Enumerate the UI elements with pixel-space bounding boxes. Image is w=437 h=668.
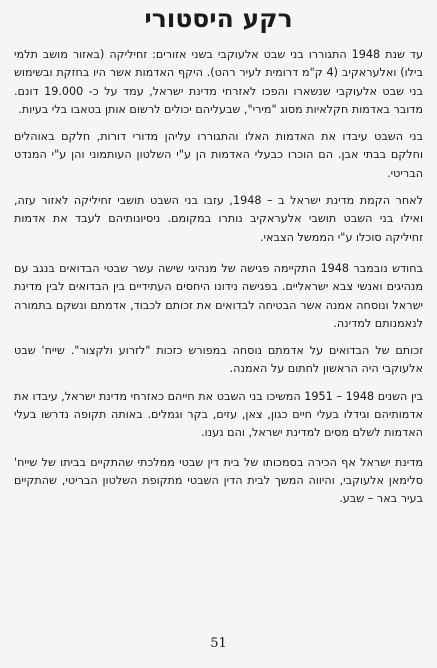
paragraph-5: זכותם של הבדואים על אדמתם נוסחה במפורש כזכות "לזרוע ולקצור". שייח' שבט אלעוקבי היה הראשון לחתום על האמנה. [14, 344, 423, 376]
paragraph-7: מדינת ישראל אף הכירה בסמכותו של בית דין שבטי ממלכתי שהתקיים בביתו של שייח' סלימאן אלעוקבי, והיווה המשך לבית הדין השבטי מתקופת השלטון הבריטי, שהתקיים בעיר באר – שבע. [14, 455, 423, 506]
paragraph-6: בין השנים 1948 – 1951 המשיכו בני השבט את חייהם כאזרחי מדינת ישראל, עיבדו את אדמותיהם וגידלו בעלי חיים כגון, צאן, עזים, בקר וגמלים. באותה תקופה נדרשו בעלי האדמות לשלם מסים למדינת ישראל, והם נענו. [14, 389, 423, 440]
paragraph-4: בחודש נובמבר 1948 התקיימה פגישה של מנהיגי שישה עשר שבטי הבדואים בנגב עם מנהיגים ואנשי צבא ישראליים. בפגישה נידונו היחסים העתידיים בין הבדואים לבין מדינת ישראל ונוסחה אמנה אשר הבטיחה לבדואים את זכותם לכבוד, אדמתם ונשקם בתמורה לנאמנותם למדינה. [14, 261, 423, 330]
paragraph-3: לאחר הקמת מדינת ישראל ב – 1948, עזבו בני השבט תושבי זחיליקה לאזור עזה, ואילו בני השבט תושבי אלעראקיב נותרו במקומם. ניסיונותיהם לעבד את אדמות זחיליקה סוכלו ע"י הממשל הצבאי. [14, 194, 423, 244]
page-number: 51 [210, 636, 227, 651]
paragraph-2: בני השבט עיבדו את האדמות האלו והתגוררו עליהן מדורי דורות, חלקם באוהלים וחלקם בבתי אבן. הם הוכרו כבעלי האדמות הן ע"י השלטון העותמוני והן ע"י המנדט הבריטי. [14, 130, 423, 180]
paragraph-1: עד שנת 1948 התגוררו בני שבט אלעוקבי בשני אזורים: זחיליקה (באזור מושב תלמי בילו) ואלעראקיב (4 ק"מ דרומית לעיר רהט). היקף האדמות אשר היו בחזקת ובשימוש בני שבט אלעוקבי שנשארו והפכו לאזרחי מדינת ישראל, עמד על כ- 19.000 דונם. מדובר באדמות חקלאיות מסוג "מירי", שבעליהם יכולים לרשום אותן בטאבו בלי בעיות. [14, 48, 424, 116]
page-title: רקע היסטורי [144, 4, 293, 33]
